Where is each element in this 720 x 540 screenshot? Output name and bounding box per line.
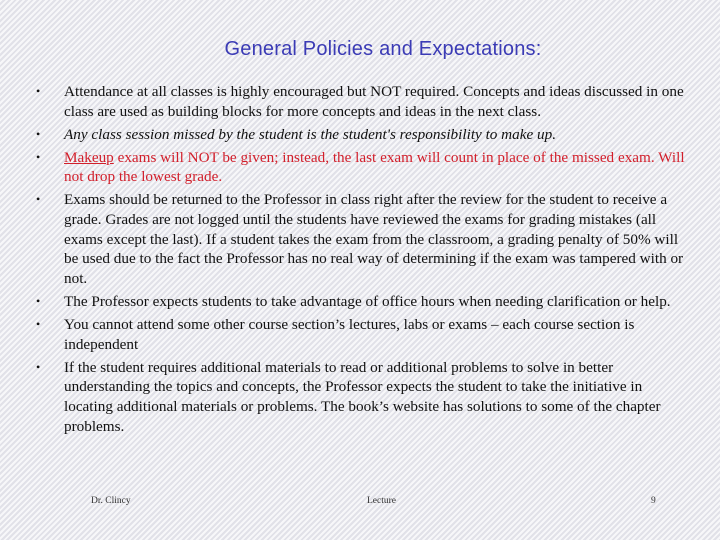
footer-label: Lecture [367,496,397,506]
bullet-dot: • [36,149,41,164]
footer-author: Dr. Clincy [91,496,131,506]
bullet-item-course-sections [36,315,686,354]
bullet-text [64,149,685,186]
footer-page-number: 9 [651,496,656,506]
bullet-dot: • [36,293,41,308]
bullet-item-makeup-exams [36,148,686,187]
bullet-text-rest: exams will NOT be given; instead, the last exam will count in place of the missed exam. Will not drop the lowest grade. [64,148,685,186]
bullet-text: The Professor expects students to take advantage of office hours when needing clarification or help. [64,292,671,310]
bullet-text: Attendance at all classes is highly encouraged but NOT required. Concepts and ideas discussed in one class are used as building blocks for more concepts and ideas in the next class. [64,83,684,120]
bullet-text: You cannot attend some other course section’s lectures, labs or exams – each course section is independent [64,316,635,353]
bullet-dot: • [36,84,41,98]
slide-title: General Policies and Expectations: [224,38,542,60]
bullet-item-additional-materials [36,358,686,436]
bullet-item-office-hours [36,292,686,312]
bullet-dot: • [36,359,41,374]
bullet-text: If the student requires additional materials to read or additional problems to solve in better understanding the topics and concepts, the Professor expects the student to take the initiative in locating additional materials or problems. The book’s website has solutions to some of the chapter problems. [64,358,661,435]
bullet-item-attendance [36,82,686,121]
bullet-dot: • [36,192,41,207]
bullet-text: Exams should be returned to the Professor in class right after the review for the student to receive a grade. Grades are not logged until the students have reviewed the exams for grading mistakes (all exams except the last). If a student takes the exam from the classroom, a grading penalty of 50% will be used due to the fact the Professor has no real way of determining if the exam was tampered with or not. [64,191,684,287]
bullet-item-exam-returns [36,190,686,288]
underlined-word: Makeup [64,148,114,166]
bullet-item-missed-session [36,125,686,145]
bullet-dot: • [36,126,41,141]
bullet-list [36,82,686,440]
bullet-dot: • [36,317,41,332]
bullet-text: Any class session missed by the student is the student's responsibility to make up. [64,125,557,143]
